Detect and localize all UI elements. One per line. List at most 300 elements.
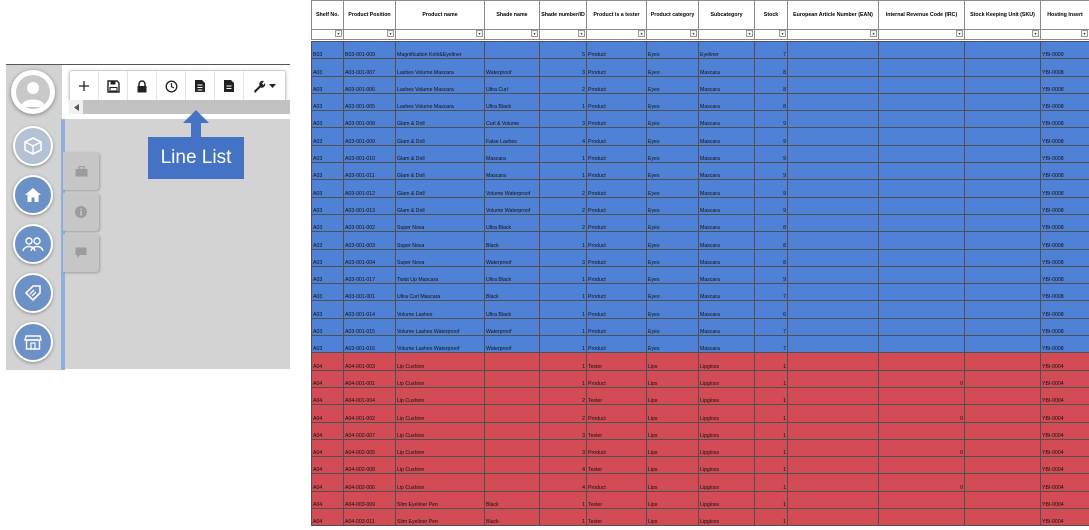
table-cell[interactable]: YBI-0008 — [1041, 111, 1089, 128]
table-cell[interactable]: Mascara — [699, 128, 755, 145]
table-cell[interactable]: A04-001-001 — [344, 370, 396, 387]
avatar[interactable] — [11, 70, 55, 114]
table-cell[interactable]: Tester — [587, 387, 647, 404]
table-cell[interactable]: A03 — [312, 318, 344, 335]
table-cell[interactable]: 1 — [540, 284, 587, 301]
table-cell[interactable] — [788, 318, 879, 335]
rail-tag-button[interactable] — [13, 273, 53, 313]
table-cell[interactable]: 7 — [755, 336, 788, 353]
table-cell[interactable]: Mascara — [699, 145, 755, 162]
table-cell[interactable]: 0 — [879, 439, 965, 456]
table-cell[interactable]: Ultra Curl Mascara — [396, 284, 485, 301]
table-row[interactable] — [312, 457, 1089, 474]
table-cell[interactable] — [965, 491, 1041, 508]
table-cell[interactable] — [788, 42, 879, 59]
table-cell[interactable]: Lipgloss — [699, 353, 755, 370]
table-cell[interactable] — [485, 474, 540, 491]
table-cell[interactable]: Eyes — [647, 214, 699, 231]
table-cell[interactable]: Mascara — [699, 249, 755, 266]
table-cell[interactable]: Lip Cushion — [396, 353, 485, 370]
table-row[interactable] — [312, 111, 1089, 128]
table-cell[interactable]: Product — [587, 163, 647, 180]
table-cell[interactable] — [788, 197, 879, 214]
table-cell[interactable]: 9 — [755, 266, 788, 283]
table-cell[interactable]: Product — [587, 214, 647, 231]
table-cell[interactable]: A03-001-010 — [344, 145, 396, 162]
filter-dropdown-button[interactable]: ▾ — [335, 30, 342, 37]
filter-dropdown-button[interactable]: ▾ — [690, 30, 697, 37]
table-cell[interactable]: Lipgloss — [699, 439, 755, 456]
table-cell[interactable] — [788, 509, 879, 526]
table-cell[interactable]: 7 — [755, 318, 788, 335]
table-cell[interactable]: Tester — [587, 422, 647, 439]
table-cell[interactable]: A03-001-012 — [344, 180, 396, 197]
table-cell[interactable]: 1 — [755, 370, 788, 387]
table-cell[interactable]: 8 — [755, 76, 788, 93]
table-cell[interactable]: Waterproof — [485, 318, 540, 335]
table-cell[interactable]: Product — [587, 370, 647, 387]
table-cell[interactable]: Lips — [647, 370, 699, 387]
table-cell[interactable]: YBI-0008 — [1041, 180, 1089, 197]
filter-dropdown-button[interactable]: ▾ — [476, 30, 483, 37]
table-cell[interactable]: Super Nova — [396, 232, 485, 249]
table-cell[interactable]: Eyes — [647, 301, 699, 318]
table-cell[interactable] — [965, 284, 1041, 301]
table-cell[interactable]: Glam & Doll — [396, 163, 485, 180]
filter-dropdown-button[interactable]: ▾ — [779, 30, 786, 37]
table-cell[interactable] — [965, 353, 1041, 370]
table-cell[interactable]: Eyes — [647, 336, 699, 353]
table-cell[interactable]: Lips — [647, 422, 699, 439]
table-cell[interactable]: YBI-0008 — [1041, 59, 1089, 76]
table-row[interactable] — [312, 42, 1089, 59]
table-cell[interactable]: Glam & Doll — [396, 180, 485, 197]
table-cell[interactable]: Mascara — [699, 180, 755, 197]
table-cell[interactable]: A03 — [312, 197, 344, 214]
table-row[interactable] — [312, 76, 1089, 93]
table-cell[interactable]: Volume Lashes Waterproof — [396, 318, 485, 335]
table-cell[interactable]: Tester — [587, 509, 647, 526]
table-cell[interactable]: Mascara — [699, 76, 755, 93]
table-cell[interactable] — [965, 163, 1041, 180]
table-cell[interactable]: YBI-0004 — [1041, 509, 1089, 526]
table-cell[interactable]: A03-001-017 — [344, 266, 396, 283]
rail-home-button[interactable] — [13, 175, 53, 215]
table-cell[interactable]: Eyes — [647, 266, 699, 283]
filter-dropdown-button[interactable]: ▾ — [870, 30, 877, 37]
table-row[interactable] — [312, 318, 1089, 335]
table-cell[interactable]: Eyes — [647, 232, 699, 249]
table-cell[interactable]: Lip Cushion — [396, 422, 485, 439]
table-cell[interactable]: Mascara — [699, 266, 755, 283]
table-cell[interactable]: Product — [587, 180, 647, 197]
table-cell[interactable] — [965, 145, 1041, 162]
table-cell[interactable]: Lipgloss — [699, 457, 755, 474]
table-cell[interactable]: Black — [485, 509, 540, 526]
table-cell[interactable] — [965, 93, 1041, 110]
table-cell[interactable]: Waterproof — [485, 59, 540, 76]
table-cell[interactable]: Eyes — [647, 197, 699, 214]
table-cell[interactable]: Product — [587, 474, 647, 491]
add-button[interactable] — [70, 71, 99, 101]
table-cell[interactable]: 1 — [755, 474, 788, 491]
table-cell[interactable]: Mascara — [699, 163, 755, 180]
table-cell[interactable]: Glam & Doll — [396, 111, 485, 128]
table-cell[interactable] — [879, 197, 965, 214]
table-cell[interactable]: 9 — [755, 180, 788, 197]
table-cell[interactable] — [965, 336, 1041, 353]
table-cell[interactable]: Product — [587, 76, 647, 93]
table-cell[interactable]: Lipgloss — [699, 491, 755, 508]
table-cell[interactable]: 4 — [540, 128, 587, 145]
history-button[interactable] — [157, 71, 186, 101]
table-cell[interactable]: Eyes — [647, 128, 699, 145]
table-cell[interactable]: 1 — [540, 491, 587, 508]
table-cell[interactable]: YBI-0008 — [1041, 214, 1089, 231]
table-cell[interactable]: A04 — [312, 370, 344, 387]
rail-box-button[interactable] — [13, 126, 53, 166]
table-cell[interactable]: False Lashes — [485, 128, 540, 145]
table-cell[interactable]: A03 — [312, 93, 344, 110]
table-cell[interactable] — [965, 439, 1041, 456]
table-cell[interactable] — [879, 249, 965, 266]
table-cell[interactable]: A04 — [312, 439, 344, 456]
table-cell[interactable]: A03-001-004 — [344, 249, 396, 266]
table-cell[interactable]: 2 — [540, 214, 587, 231]
table-cell[interactable] — [965, 266, 1041, 283]
table-cell[interactable] — [788, 111, 879, 128]
table-row[interactable] — [312, 474, 1089, 491]
table-cell[interactable] — [485, 387, 540, 404]
table-row[interactable] — [312, 370, 1089, 387]
table-cell[interactable]: 1 — [755, 491, 788, 508]
table-cell[interactable]: A03 — [312, 232, 344, 249]
table-cell[interactable]: Volume Lashes Waterproof — [396, 336, 485, 353]
table-cell[interactable] — [788, 266, 879, 283]
table-cell[interactable] — [879, 42, 965, 59]
table-cell[interactable]: A03 — [312, 128, 344, 145]
table-row[interactable] — [312, 163, 1089, 180]
table-cell[interactable] — [879, 422, 965, 439]
table-cell[interactable] — [879, 163, 965, 180]
lock-button[interactable] — [128, 71, 157, 101]
table-cell[interactable]: A04 — [312, 509, 344, 526]
table-cell[interactable]: Lashes Volume Mascara — [396, 59, 485, 76]
table-cell[interactable]: 1 — [755, 405, 788, 422]
table-cell[interactable] — [485, 422, 540, 439]
table-cell[interactable]: Lashes Volume Mascara — [396, 76, 485, 93]
filter-dropdown-button[interactable]: ▾ — [746, 30, 753, 37]
table-cell[interactable]: A03 — [312, 336, 344, 353]
table-cell[interactable]: Product — [587, 249, 647, 266]
table-cell[interactable]: Lipgloss — [699, 387, 755, 404]
table-cell[interactable]: Ultra Black — [485, 301, 540, 318]
table-cell[interactable]: Mascara — [699, 232, 755, 249]
table-cell[interactable] — [879, 301, 965, 318]
table-cell[interactable]: Ultra Black — [485, 214, 540, 231]
table-cell[interactable]: Product — [587, 266, 647, 283]
table-cell[interactable] — [879, 128, 965, 145]
table-cell[interactable]: Waterproof — [485, 249, 540, 266]
table-cell[interactable]: YBI-0004 — [1041, 353, 1089, 370]
table-row[interactable] — [312, 405, 1089, 422]
table-cell[interactable]: 7 — [755, 284, 788, 301]
table-cell[interactable]: 4 — [540, 457, 587, 474]
table-cell[interactable] — [965, 76, 1041, 93]
table-cell[interactable]: Product — [587, 405, 647, 422]
table-cell[interactable]: 9 — [755, 197, 788, 214]
table-cell[interactable]: Product — [587, 301, 647, 318]
tools-button[interactable] — [244, 71, 284, 101]
filter-dropdown-button[interactable]: ▾ — [638, 30, 645, 37]
table-cell[interactable]: A03 — [312, 266, 344, 283]
table-cell[interactable]: 3 — [540, 439, 587, 456]
table-cell[interactable]: YBI-0008 — [1041, 318, 1089, 335]
table-cell[interactable] — [485, 405, 540, 422]
table-cell[interactable]: Product — [587, 318, 647, 335]
table-cell[interactable]: A03-001-014 — [344, 301, 396, 318]
table-cell[interactable] — [879, 353, 965, 370]
table-cell[interactable] — [788, 474, 879, 491]
document-button[interactable] — [215, 71, 244, 101]
filter-dropdown-button[interactable]: ▾ — [387, 30, 394, 37]
filter-dropdown-button[interactable]: ▾ — [578, 30, 585, 37]
table-cell[interactable]: YBI-0004 — [1041, 387, 1089, 404]
table-cell[interactable]: Lashes Volume Mascara — [396, 93, 485, 110]
table-cell[interactable] — [965, 128, 1041, 145]
table-cell[interactable] — [788, 145, 879, 162]
scroll-left-button[interactable] — [69, 100, 83, 114]
table-cell[interactable]: A03 — [312, 249, 344, 266]
table-cell[interactable]: 1 — [755, 457, 788, 474]
table-cell[interactable]: 7 — [755, 42, 788, 59]
table-cell[interactable]: Eyes — [647, 318, 699, 335]
table-cell[interactable]: Product — [587, 145, 647, 162]
table-cell[interactable]: A03-001-006 — [344, 76, 396, 93]
table-row[interactable] — [312, 422, 1089, 439]
table-row[interactable] — [312, 249, 1089, 266]
table-cell[interactable] — [788, 249, 879, 266]
table-cell[interactable]: Mascara — [699, 93, 755, 110]
table-cell[interactable] — [788, 422, 879, 439]
table-row[interactable] — [312, 509, 1089, 526]
table-cell[interactable] — [879, 93, 965, 110]
table-cell[interactable]: YBI-0004 — [1041, 422, 1089, 439]
table-cell[interactable] — [965, 214, 1041, 231]
table-cell[interactable]: Mascara — [699, 301, 755, 318]
table-cell[interactable] — [879, 491, 965, 508]
table-cell[interactable]: YBI-0008 — [1041, 266, 1089, 283]
table-cell[interactable]: YBI-0004 — [1041, 457, 1089, 474]
table-cell[interactable]: 1 — [755, 509, 788, 526]
table-cell[interactable] — [965, 370, 1041, 387]
table-cell[interactable]: YBI-0004 — [1041, 474, 1089, 491]
table-row[interactable] — [312, 128, 1089, 145]
table-cell[interactable]: 3 — [540, 249, 587, 266]
table-cell[interactable]: 1 — [540, 370, 587, 387]
table-cell[interactable]: YBI-0008 — [1041, 336, 1089, 353]
table-cell[interactable]: Glam & Doll — [396, 128, 485, 145]
table-cell[interactable]: YBI-0008 — [1041, 197, 1089, 214]
table-cell[interactable] — [485, 457, 540, 474]
table-cell[interactable]: Product — [587, 128, 647, 145]
table-row[interactable] — [312, 336, 1089, 353]
table-cell[interactable]: YBI-0008 — [1041, 76, 1089, 93]
table-row[interactable] — [312, 439, 1089, 456]
table-cell[interactable]: Product — [587, 93, 647, 110]
table-cell[interactable]: A03-001-011 — [344, 163, 396, 180]
table-row[interactable] — [312, 232, 1089, 249]
filter-dropdown-button[interactable]: ▾ — [1081, 30, 1088, 37]
table-cell[interactable]: A04 — [312, 457, 344, 474]
table-cell[interactable]: Lip Cushion — [396, 474, 485, 491]
table-cell[interactable]: A03-001-013 — [344, 197, 396, 214]
table-cell[interactable]: Tester — [587, 491, 647, 508]
table-cell[interactable] — [788, 76, 879, 93]
table-cell[interactable]: Lipgloss — [699, 405, 755, 422]
table-cell[interactable]: Lips — [647, 439, 699, 456]
table-cell[interactable]: A04-002-008 — [344, 457, 396, 474]
table-cell[interactable]: Eyes — [647, 59, 699, 76]
table-cell[interactable]: Mascara — [699, 111, 755, 128]
table-row[interactable] — [312, 180, 1089, 197]
table-cell[interactable]: 8 — [755, 59, 788, 76]
table-cell[interactable]: 9 — [755, 163, 788, 180]
table-cell[interactable] — [879, 59, 965, 76]
table-cell[interactable]: Mascara — [699, 336, 755, 353]
table-cell[interactable]: Slim Eyeliner Pen — [396, 491, 485, 508]
table-cell[interactable] — [788, 128, 879, 145]
table-cell[interactable]: Black — [485, 284, 540, 301]
table-cell[interactable]: Lipgloss — [699, 370, 755, 387]
table-cell[interactable]: YBI-0008 — [1041, 128, 1089, 145]
table-cell[interactable] — [788, 439, 879, 456]
table-cell[interactable] — [788, 336, 879, 353]
save-button[interactable] — [99, 71, 128, 101]
table-cell[interactable]: Product — [587, 284, 647, 301]
table-cell[interactable]: A03-001-005 — [344, 93, 396, 110]
table-cell[interactable]: Product — [587, 197, 647, 214]
table-cell[interactable]: Volume Waterproof — [485, 197, 540, 214]
table-cell[interactable]: Ultra Black — [485, 266, 540, 283]
table-cell[interactable]: 0 — [879, 474, 965, 491]
table-cell[interactable]: A04-001-003 — [344, 353, 396, 370]
table-cell[interactable]: 1 — [540, 336, 587, 353]
table-cell[interactable]: Super Nova — [396, 214, 485, 231]
table-cell[interactable]: A03-001-002 — [344, 214, 396, 231]
table-cell[interactable]: 1 — [540, 266, 587, 283]
table-cell[interactable]: Tester — [587, 353, 647, 370]
table-cell[interactable]: 2 — [540, 197, 587, 214]
filter-dropdown-button[interactable]: ▾ — [956, 30, 963, 37]
table-cell[interactable]: Lips — [647, 353, 699, 370]
table-cell[interactable]: 3 — [540, 59, 587, 76]
table-cell[interactable] — [879, 318, 965, 335]
table-cell[interactable] — [879, 284, 965, 301]
table-cell[interactable] — [879, 76, 965, 93]
line-list-button[interactable] — [186, 71, 215, 101]
table-cell[interactable] — [788, 387, 879, 404]
table-cell[interactable]: YBI-0008 — [1041, 145, 1089, 162]
table-cell[interactable]: Lips — [647, 457, 699, 474]
table-cell[interactable]: Black — [485, 491, 540, 508]
table-cell[interactable]: A04-002-007 — [344, 422, 396, 439]
table-cell[interactable]: 1 — [755, 422, 788, 439]
table-cell[interactable] — [879, 145, 965, 162]
table-cell[interactable] — [879, 509, 965, 526]
table-cell[interactable]: A03-001-015 — [344, 318, 396, 335]
table-cell[interactable] — [879, 232, 965, 249]
horizontal-scrollbar[interactable] — [69, 100, 290, 114]
table-cell[interactable]: 2 — [540, 76, 587, 93]
side-tab-comment[interactable] — [63, 234, 99, 272]
table-cell[interactable]: Product — [587, 232, 647, 249]
table-cell[interactable]: YBI-0008 — [1041, 93, 1089, 110]
table-cell[interactable] — [788, 457, 879, 474]
table-cell[interactable]: A04-001-002 — [344, 405, 396, 422]
table-cell[interactable]: A03-001-016 — [344, 336, 396, 353]
table-cell[interactable]: A04 — [312, 387, 344, 404]
table-cell[interactable]: Mascara — [485, 163, 540, 180]
table-cell[interactable]: Lips — [647, 491, 699, 508]
table-cell[interactable] — [965, 405, 1041, 422]
table-cell[interactable]: 2 — [540, 405, 587, 422]
table-cell[interactable]: 1 — [540, 318, 587, 335]
table-cell[interactable]: YBI-0009 — [1041, 42, 1089, 59]
table-cell[interactable] — [485, 353, 540, 370]
filter-dropdown-button[interactable]: ▾ — [531, 30, 538, 37]
table-cell[interactable]: Slim Eyeliner Pen — [396, 509, 485, 526]
table-cell[interactable]: A03 — [312, 163, 344, 180]
table-cell[interactable]: Product — [587, 42, 647, 59]
table-cell[interactable]: Product — [587, 59, 647, 76]
table-cell[interactable] — [965, 232, 1041, 249]
table-cell[interactable]: Volume Waterproof — [485, 180, 540, 197]
table-cell[interactable] — [965, 180, 1041, 197]
table-cell[interactable]: YBI-0004 — [1041, 405, 1089, 422]
table-cell[interactable]: YBI-0008 — [1041, 163, 1089, 180]
table-cell[interactable]: Mascara — [699, 318, 755, 335]
table-cell[interactable]: YBI-0008 — [1041, 232, 1089, 249]
table-cell[interactable]: Twist Up Mascara — [396, 266, 485, 283]
table-cell[interactable] — [965, 59, 1041, 76]
table-cell[interactable]: Product — [587, 336, 647, 353]
table-row[interactable] — [312, 59, 1089, 76]
table-cell[interactable]: 9 — [755, 111, 788, 128]
table-cell[interactable]: A03-001-008 — [344, 111, 396, 128]
table-cell[interactable]: Tester — [587, 457, 647, 474]
table-cell[interactable]: 1 — [540, 93, 587, 110]
table-cell[interactable]: 0 — [879, 370, 965, 387]
table-cell[interactable]: B03 — [312, 42, 344, 59]
side-tab-info[interactable] — [63, 193, 99, 231]
table-cell[interactable]: Eyes — [647, 76, 699, 93]
table-row[interactable] — [312, 387, 1089, 404]
table-row[interactable] — [312, 266, 1089, 283]
table-cell[interactable]: Product — [587, 111, 647, 128]
table-cell[interactable]: 8 — [755, 249, 788, 266]
table-cell[interactable]: Lipgloss — [699, 422, 755, 439]
table-cell[interactable] — [965, 197, 1041, 214]
table-cell[interactable]: Ultra Curl — [485, 76, 540, 93]
table-cell[interactable]: 5 — [540, 42, 587, 59]
table-cell[interactable]: Waterproof — [485, 336, 540, 353]
table-cell[interactable]: Eyes — [647, 42, 699, 59]
table-cell[interactable]: Lip Cushion — [396, 387, 485, 404]
table-cell[interactable] — [879, 180, 965, 197]
table-cell[interactable] — [788, 301, 879, 318]
table-cell[interactable]: Ultra Black — [485, 93, 540, 110]
